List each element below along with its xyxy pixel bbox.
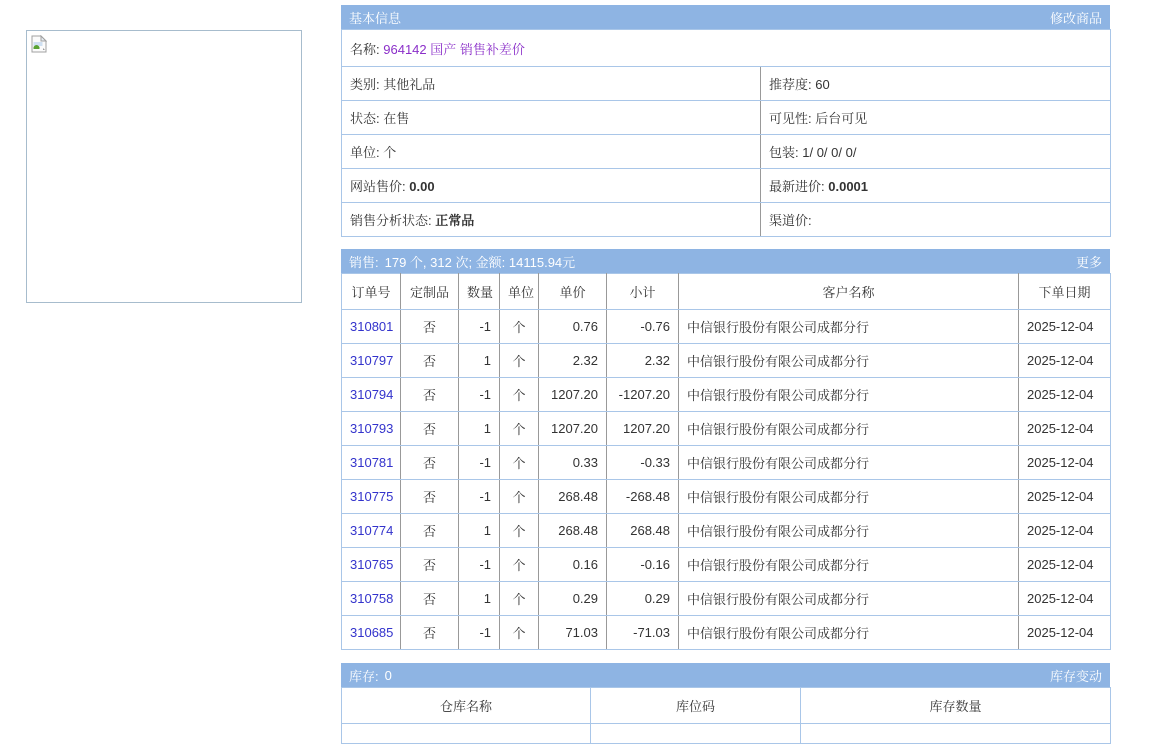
custom-cell: 否 bbox=[401, 412, 459, 446]
sales-row bbox=[342, 582, 1111, 616]
inventory-column-header: 库位码 bbox=[591, 688, 801, 724]
sales-column-header: 小计 bbox=[607, 274, 679, 310]
inventory-header-row bbox=[342, 688, 1111, 724]
sales-row bbox=[342, 480, 1111, 514]
unit-cell bbox=[342, 135, 761, 169]
basic-row bbox=[342, 101, 1111, 135]
order-cell bbox=[342, 446, 401, 480]
unit-cell: 个 bbox=[500, 412, 539, 446]
subtotal-cell: -268.48 bbox=[607, 480, 679, 514]
sales-panel bbox=[341, 249, 1110, 650]
basic-info-title: 基本信息 bbox=[349, 10, 402, 26]
order-number-link[interactable]: 310774 bbox=[350, 523, 394, 538]
custom-cell: 否 bbox=[401, 548, 459, 582]
sales-column-header: 客户名称 bbox=[679, 274, 1019, 310]
date-cell: 2025-12-04 bbox=[1019, 310, 1111, 344]
site-price-value: 0.00 bbox=[409, 179, 435, 194]
customer-cell: 中信银行股份有限公司成都分行 bbox=[679, 310, 1019, 344]
inventory-title: 库存: bbox=[349, 668, 379, 684]
price-cell: 0.29 bbox=[539, 582, 607, 616]
channel-price-label: 渠道价: bbox=[769, 213, 812, 228]
date-cell: 2025-12-04 bbox=[1019, 480, 1111, 514]
unit-cell: 个 bbox=[500, 446, 539, 480]
order-cell bbox=[342, 616, 401, 650]
sales-analysis-cell bbox=[342, 203, 761, 237]
custom-cell: 否 bbox=[401, 514, 459, 548]
visibility-value: 后台可见 bbox=[815, 111, 868, 126]
sales-row bbox=[342, 446, 1111, 480]
subtotal-cell: -0.16 bbox=[607, 548, 679, 582]
subtotal-cell: 2.32 bbox=[607, 344, 679, 378]
order-cell bbox=[342, 412, 401, 446]
category-value: 其他礼品 bbox=[383, 77, 436, 92]
order-number-link[interactable]: 310775 bbox=[350, 489, 394, 504]
order-number-link[interactable]: 310794 bbox=[350, 387, 394, 402]
visibility-label: 可见性: bbox=[769, 111, 812, 126]
sales-column-header: 单位 bbox=[500, 274, 539, 310]
sales-table bbox=[341, 273, 1111, 650]
sales-row bbox=[342, 310, 1111, 344]
sales-summary-text: 179 个, 312 次; 金额: 14115.94元 bbox=[384, 254, 576, 270]
qty-cell: 1 bbox=[459, 582, 500, 616]
main-column bbox=[341, 5, 1110, 744]
date-cell: 2025-12-04 bbox=[1019, 582, 1111, 616]
package-value: 1/ 0/ 0/ 0/ bbox=[802, 145, 857, 160]
qty-cell: 1 bbox=[459, 412, 500, 446]
customer-cell: 中信银行股份有限公司成都分行 bbox=[679, 446, 1019, 480]
sales-analysis-value: 正常品 bbox=[435, 213, 475, 228]
unit-value: 个 bbox=[383, 145, 397, 160]
price-cell: 0.33 bbox=[539, 446, 607, 480]
qty-cell: -1 bbox=[459, 548, 500, 582]
qty-cell: -1 bbox=[459, 616, 500, 650]
order-cell bbox=[342, 548, 401, 582]
sales-row bbox=[342, 344, 1111, 378]
date-cell: 2025-12-04 bbox=[1019, 616, 1111, 650]
subtotal-cell: -0.33 bbox=[607, 446, 679, 480]
unit-label: 单位: bbox=[350, 145, 380, 160]
subtotal-cell: 0.29 bbox=[607, 582, 679, 616]
customer-cell: 中信银行股份有限公司成都分行 bbox=[679, 480, 1019, 514]
category-cell bbox=[342, 67, 761, 101]
unit-cell: 个 bbox=[500, 344, 539, 378]
qty-cell: -1 bbox=[459, 310, 500, 344]
price-cell: 0.16 bbox=[539, 548, 607, 582]
order-number-link[interactable]: 310801 bbox=[350, 319, 394, 334]
basic-row bbox=[342, 169, 1111, 203]
basic-row bbox=[342, 203, 1111, 237]
unit-cell: 个 bbox=[500, 310, 539, 344]
unit-cell: 个 bbox=[500, 616, 539, 650]
order-number-link[interactable]: 310793 bbox=[350, 421, 394, 436]
recommend-value: 60 bbox=[815, 77, 830, 92]
inventory-column-header: 库存数量 bbox=[801, 688, 1111, 724]
order-number-link[interactable]: 310758 bbox=[350, 591, 394, 606]
recommend-cell bbox=[761, 67, 1111, 101]
sales-column-header: 下单日期 bbox=[1019, 274, 1111, 310]
sales-row bbox=[342, 378, 1111, 412]
customer-cell: 中信银行股份有限公司成都分行 bbox=[679, 548, 1019, 582]
sales-header-bar bbox=[341, 249, 1110, 273]
qty-cell: -1 bbox=[459, 446, 500, 480]
sales-summary bbox=[349, 252, 575, 271]
subtotal-cell: 1207.20 bbox=[607, 412, 679, 446]
sales-title: 销售: bbox=[349, 254, 379, 270]
date-cell: 2025-12-04 bbox=[1019, 514, 1111, 548]
price-cell: 1207.20 bbox=[539, 412, 607, 446]
latest-cost-label: 最新进价: bbox=[769, 179, 825, 194]
price-cell: 1207.20 bbox=[539, 378, 607, 412]
sales-header-row bbox=[342, 274, 1111, 310]
sales-table-body bbox=[342, 310, 1111, 650]
unit-cell: 个 bbox=[500, 480, 539, 514]
subtotal-cell: -71.03 bbox=[607, 616, 679, 650]
sales-row bbox=[342, 412, 1111, 446]
price-cell: 268.48 bbox=[539, 514, 607, 548]
price-cell: 71.03 bbox=[539, 616, 607, 650]
status-label: 状态: bbox=[350, 111, 380, 126]
basic-row bbox=[342, 67, 1111, 101]
more-link[interactable]: 更多 bbox=[1075, 254, 1102, 270]
customer-cell: 中信银行股份有限公司成都分行 bbox=[679, 378, 1019, 412]
custom-cell: 否 bbox=[401, 616, 459, 650]
channel-price-cell bbox=[761, 203, 1111, 237]
date-cell: 2025-12-04 bbox=[1019, 412, 1111, 446]
sales-column-header: 订单号 bbox=[342, 274, 401, 310]
customer-cell: 中信银行股份有限公司成都分行 bbox=[679, 412, 1019, 446]
basic-info-header-bar bbox=[341, 5, 1110, 29]
edit-product-link[interactable]: 修改商品 bbox=[1049, 10, 1102, 26]
category-label: 类别: bbox=[350, 77, 380, 92]
subtotal-cell: 268.48 bbox=[607, 514, 679, 548]
package-label: 包装: bbox=[769, 145, 799, 160]
sales-column-header: 定制品 bbox=[401, 274, 459, 310]
sales-analysis-label: 销售分析状态: bbox=[350, 213, 432, 228]
customer-cell: 中信银行股份有限公司成都分行 bbox=[679, 344, 1019, 378]
status-value: 在售 bbox=[383, 111, 410, 126]
custom-cell: 否 bbox=[401, 344, 459, 378]
product-name-cell bbox=[342, 30, 1111, 67]
qty-cell: 1 bbox=[459, 344, 500, 378]
price-cell: 0.76 bbox=[539, 310, 607, 344]
order-cell bbox=[342, 310, 401, 344]
status-cell bbox=[342, 101, 761, 135]
site-price-cell bbox=[342, 169, 761, 203]
order-cell bbox=[342, 344, 401, 378]
qty-cell: -1 bbox=[459, 480, 500, 514]
custom-cell: 否 bbox=[401, 480, 459, 514]
customer-cell: 中信银行股份有限公司成都分行 bbox=[679, 582, 1019, 616]
sales-column-header: 数量 bbox=[459, 274, 500, 310]
package-cell bbox=[761, 135, 1111, 169]
unit-cell: 个 bbox=[500, 548, 539, 582]
visibility-cell bbox=[761, 101, 1111, 135]
basic-row bbox=[342, 135, 1111, 169]
order-cell bbox=[342, 514, 401, 548]
custom-cell: 否 bbox=[401, 310, 459, 344]
order-cell bbox=[342, 378, 401, 412]
basic-name-row bbox=[342, 30, 1111, 67]
subtotal-cell: -0.76 bbox=[607, 310, 679, 344]
latest-cost-cell bbox=[761, 169, 1111, 203]
inventory-column-header: 仓库名称 bbox=[342, 688, 591, 724]
date-cell: 2025-12-04 bbox=[1019, 344, 1111, 378]
unit-cell: 个 bbox=[500, 378, 539, 412]
site-price-label: 网站售价: bbox=[350, 179, 406, 194]
product-image-box bbox=[26, 30, 302, 303]
sales-row bbox=[342, 514, 1111, 548]
order-number-link[interactable]: 310781 bbox=[350, 455, 394, 470]
name-label: 名称: bbox=[350, 41, 380, 57]
inventory-header-bar bbox=[341, 663, 1110, 687]
customer-cell: 中信银行股份有限公司成都分行 bbox=[679, 514, 1019, 548]
date-cell: 2025-12-04 bbox=[1019, 548, 1111, 582]
basic-info-panel bbox=[341, 5, 1110, 237]
qty-cell: 1 bbox=[459, 514, 500, 548]
order-number-link[interactable]: 310765 bbox=[350, 557, 394, 572]
qty-cell: -1 bbox=[459, 378, 500, 412]
order-cell bbox=[342, 480, 401, 514]
unit-cell: 个 bbox=[500, 514, 539, 548]
order-number-link[interactable]: 310685 bbox=[350, 625, 394, 640]
customer-cell: 中信银行股份有限公司成都分行 bbox=[679, 616, 1019, 650]
recommend-label: 推荐度: bbox=[769, 77, 812, 92]
order-number-link[interactable]: 310797 bbox=[350, 353, 394, 368]
price-cell: 268.48 bbox=[539, 480, 607, 514]
subtotal-cell: -1207.20 bbox=[607, 378, 679, 412]
inventory-table bbox=[341, 687, 1111, 744]
custom-cell: 否 bbox=[401, 446, 459, 480]
price-cell: 2.32 bbox=[539, 344, 607, 378]
inventory-panel bbox=[341, 663, 1110, 744]
sales-row bbox=[342, 548, 1111, 582]
latest-cost-value: 0.0001 bbox=[828, 179, 869, 194]
basic-info-table bbox=[341, 29, 1111, 237]
sales-column-header: 单价 bbox=[539, 274, 607, 310]
inventory-change-link[interactable]: 库存变动 bbox=[1049, 668, 1102, 684]
date-cell: 2025-12-04 bbox=[1019, 378, 1111, 412]
order-cell bbox=[342, 582, 401, 616]
custom-cell: 否 bbox=[401, 582, 459, 616]
sales-row bbox=[342, 616, 1111, 650]
inventory-summary bbox=[349, 666, 392, 685]
product-name-link[interactable]: 964142 国产 销售补差价 bbox=[383, 41, 525, 57]
unit-cell: 个 bbox=[500, 582, 539, 616]
broken-image-icon bbox=[31, 35, 47, 53]
custom-cell: 否 bbox=[401, 378, 459, 412]
date-cell: 2025-12-04 bbox=[1019, 446, 1111, 480]
inventory-count: 0 bbox=[384, 667, 392, 683]
